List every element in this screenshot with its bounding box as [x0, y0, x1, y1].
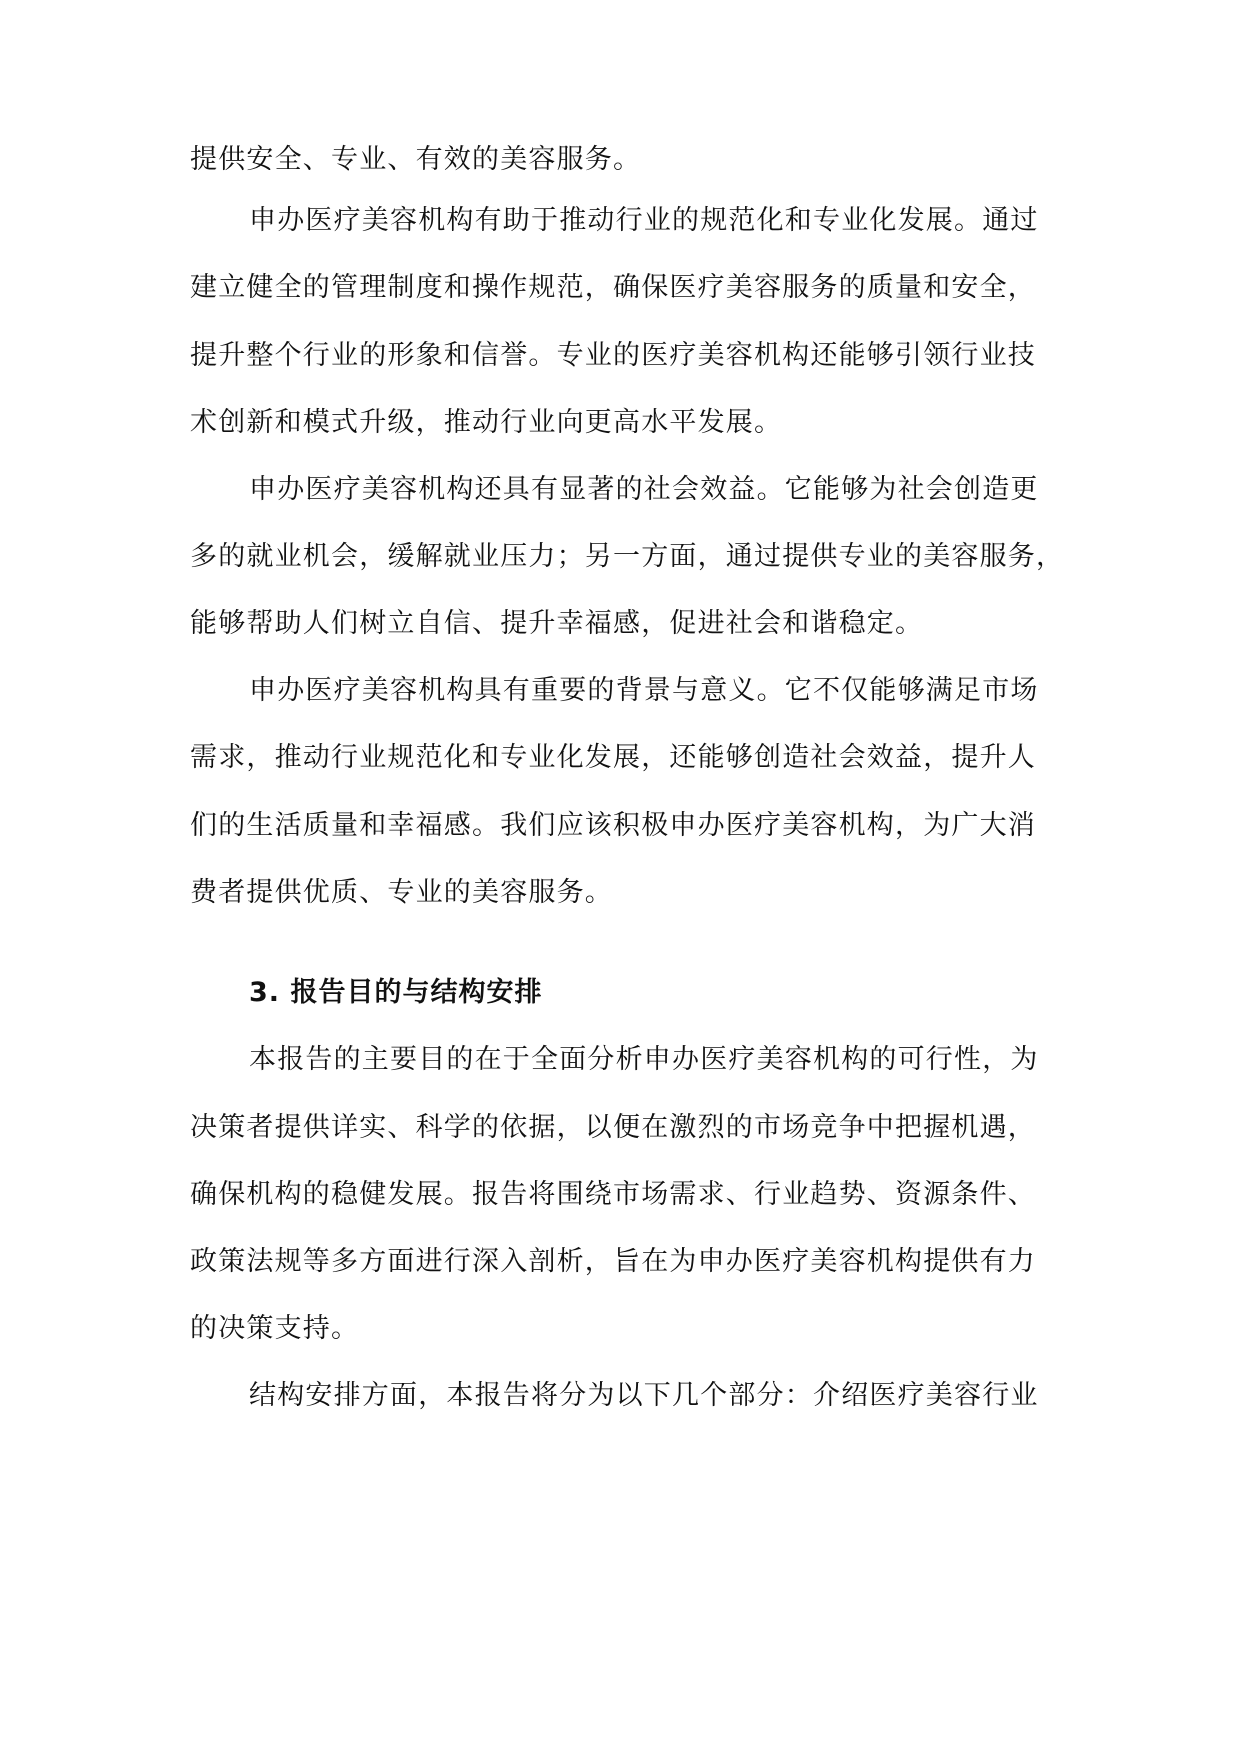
text-line: 需求，推动行业规范化和专业化发展，还能够创造社会效益，提升人 — [190, 742, 1036, 773]
text-line: 的决策支持。 — [190, 1313, 360, 1344]
text-line: 能够帮助人们树立自信、提升幸福感，促进社会和谐稳定。 — [190, 608, 924, 639]
text-line: 提升整个行业的形象和信誉。专业的医疗美容机构还能够引领行业技 — [190, 340, 1036, 371]
section-heading: 3. 报告目的与结构安排 — [249, 977, 543, 1008]
text-line: 提供安全、专业、有效的美容服务。 — [190, 144, 642, 175]
text-line: 多的就业机会，缓解就业压力；另一方面，通过提供专业的美容服务， — [190, 541, 1065, 572]
text-line: 决策者提供详实、科学的依据，以便在激烈的市场竞争中把握机遇， — [190, 1112, 1036, 1143]
paragraph-first-line: 本报告的主要目的在于全面分析申办医疗美容机构的可行性，为 — [249, 1044, 1039, 1075]
text-line: 们的生活质量和幸福感。我们应该积极申办医疗美容机构，为广大消 — [190, 810, 1036, 841]
paragraph-first-line: 结构安排方面，本报告将分为以下几个部分：介绍医疗美容行业 — [249, 1380, 1039, 1411]
paragraph-first-line: 申办医疗美容机构具有重要的背景与意义。它不仅能够满足市场 — [249, 675, 1039, 706]
text-line: 建立健全的管理制度和操作规范，确保医疗美容服务的质量和安全， — [190, 272, 1036, 303]
text-line: 确保机构的稳健发展。报告将围绕市场需求、行业趋势、资源条件、 — [190, 1179, 1036, 1210]
text-line: 政策法规等多方面进行深入剖析，旨在为申办医疗美容机构提供有力 — [190, 1246, 1036, 1277]
paragraph-first-line: 申办医疗美容机构还具有显著的社会效益。它能够为社会创造更 — [249, 474, 1039, 505]
paragraph-first-line: 申办医疗美容机构有助于推动行业的规范化和专业化发展。通过 — [249, 205, 1039, 236]
text-line: 术创新和模式升级，推动行业向更高水平发展。 — [190, 407, 783, 438]
text-line: 费者提供优质、专业的美容服务。 — [190, 877, 613, 908]
